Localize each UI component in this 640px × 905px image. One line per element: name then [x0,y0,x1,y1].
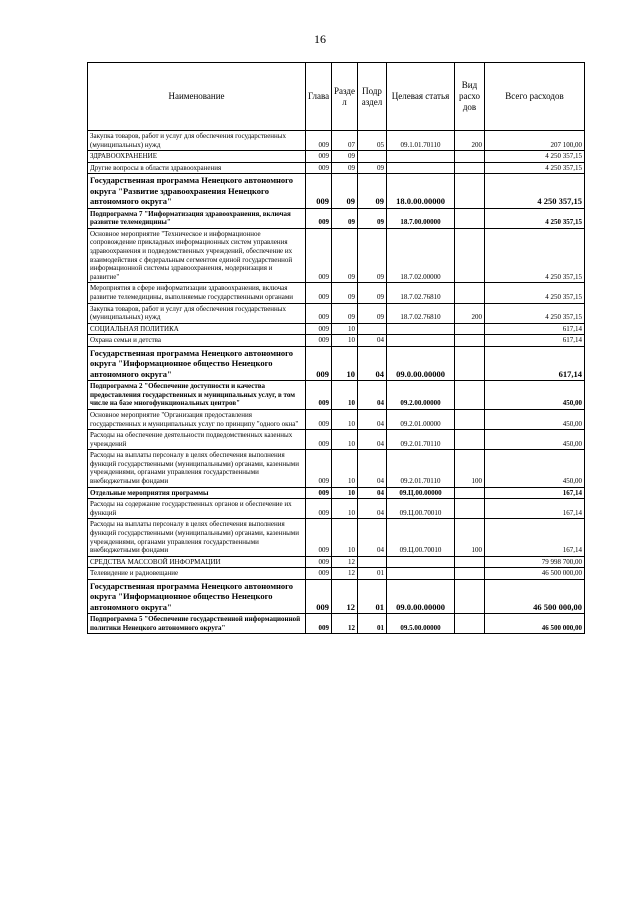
header-glava: Глава [306,63,332,131]
cell-vid [455,580,485,614]
cell-name: СРЕДСТВА МАССОВОЙ ИНФОРМАЦИИ [88,556,306,568]
cell-podrazdel: 01 [358,580,387,614]
cell-glava: 009 [306,151,332,163]
cell-article: 09.Ц.00.70010 [387,499,455,519]
table-row [88,346,585,380]
cell-name: Другие вопросы в области здравоохранения [88,162,306,174]
cell-name: Охрана семьи и детства [88,335,306,347]
cell-razdel: 09 [332,151,358,163]
table-row [88,335,585,347]
cell-glava: 009 [306,174,332,208]
cell-total: 450,00 [485,450,585,487]
cell-name: Подпрограмма 5 "Обеспечение государственной информационной политики Ненецкого автономного округа" [88,614,306,634]
header-total: Всего расходов [485,63,585,131]
cell-total: 617,14 [485,335,585,347]
cell-razdel: 07 [332,131,358,151]
cell-podrazdel: 04 [358,409,387,429]
cell-vid [455,568,485,580]
cell-razdel: 10 [332,381,358,410]
cell-vid [455,614,485,634]
cell-razdel: 10 [332,487,358,499]
cell-vid [455,323,485,335]
cell-article: 09.2.01.00000 [387,409,455,429]
cell-article: 09.5.00.00000 [387,614,455,634]
cell-podrazdel [358,323,387,335]
cell-glava: 009 [306,335,332,347]
cell-vid: 100 [455,450,485,487]
cell-podrazdel: 09 [358,162,387,174]
cell-glava: 009 [306,131,332,151]
cell-total: 167,14 [485,519,585,556]
cell-podrazdel: 09 [358,208,387,228]
page-number: 16 [314,32,326,46]
cell-total: 4 250 357,15 [485,151,585,163]
cell-glava: 009 [306,556,332,568]
cell-glava: 009 [306,303,332,323]
cell-vid [455,487,485,499]
cell-article [387,335,455,347]
header-name: Наименование [88,63,306,131]
cell-podrazdel: 04 [358,346,387,380]
table-row [88,381,585,410]
cell-article: 09.Ц.00.70010 [387,519,455,556]
cell-podrazdel: 09 [358,283,387,303]
table-row [88,303,585,323]
cell-total: 167,14 [485,487,585,499]
cell-glava: 009 [306,568,332,580]
cell-article: 18.7.02.00000 [387,228,455,283]
cell-article [387,323,455,335]
table-body [88,131,585,634]
cell-name: Отдельные мероприятия программы [88,487,306,499]
cell-vid: 200 [455,131,485,151]
cell-article [387,568,455,580]
cell-total: 4 250 357,15 [485,208,585,228]
table-row [88,131,585,151]
cell-vid [455,208,485,228]
table-row [88,499,585,519]
cell-razdel: 09 [332,283,358,303]
cell-name: Расходы на выплаты персоналу в целях обеспечения выполнения функций государственными (муниципальными) органами, казенными учреждениями, органами управления государственными внебюджетными фондами [88,450,306,487]
cell-name: Телевидение и радиовещание [88,568,306,580]
cell-vid [455,174,485,208]
cell-podrazdel: 04 [358,335,387,347]
cell-name: Основное мероприятие "Организация предоставления государственных и муниципальных услуг по принципу "одного окна" [88,409,306,429]
cell-total: 4 250 357,15 [485,162,585,174]
cell-podrazdel [358,556,387,568]
cell-razdel: 10 [332,499,358,519]
cell-vid [455,151,485,163]
cell-razdel: 09 [332,228,358,283]
cell-vid [455,228,485,283]
cell-total: 46 500 000,00 [485,580,585,614]
cell-podrazdel: 04 [358,519,387,556]
cell-name: Расходы на содержание государственных органов и обеспечение их функций [88,499,306,519]
cell-podrazdel: 04 [358,450,387,487]
cell-razdel: 12 [332,580,358,614]
cell-article: 09.0.00.00000 [387,580,455,614]
cell-vid [455,335,485,347]
cell-vid [455,162,485,174]
table-row [88,323,585,335]
cell-podrazdel: 01 [358,568,387,580]
cell-name: Подпрограмма 7 "Информатизация здравоохранения, включая развитие телемедицины" [88,208,306,228]
table-row [88,283,585,303]
cell-total: 79 998 700,00 [485,556,585,568]
cell-glava: 009 [306,228,332,283]
table-row [88,614,585,634]
cell-article [387,556,455,568]
cell-vid [455,409,485,429]
table-row [88,151,585,163]
cell-razdel: 09 [332,162,358,174]
cell-total: 46 500 000,00 [485,568,585,580]
cell-glava: 009 [306,208,332,228]
cell-vid [455,283,485,303]
cell-name: Закупка товаров, работ и услуг для обеспечения государственных (муниципальных) нужд [88,131,306,151]
cell-razdel: 10 [332,346,358,380]
cell-name: Подпрограмма 2 "Обеспечение доступности и качества предоставления государственных и муниципальных услуг, в том числе на базе многофункциональных центров" [88,381,306,410]
cell-name: ЗДРАВООХРАНЕНИЕ [88,151,306,163]
cell-vid: 200 [455,303,485,323]
cell-article: 18.7.02.76810 [387,283,455,303]
cell-name: Расходы на выплаты персоналу в целях обеспечения выполнения функций государственными (муниципальными) органами, казенными учреждениями, органами управления государственными внебюджетными фондами [88,519,306,556]
cell-razdel: 10 [332,450,358,487]
cell-glava: 009 [306,450,332,487]
cell-article: 09.Ц.00.00000 [387,487,455,499]
cell-vid [455,381,485,410]
cell-total: 617,14 [485,346,585,380]
cell-name: Государственная программа Ненецкого автономного округа "Информационное общество Ненецкого автономного округа" [88,580,306,614]
cell-total: 4 250 357,15 [485,283,585,303]
cell-article [387,162,455,174]
cell-razdel: 12 [332,556,358,568]
cell-razdel: 10 [332,519,358,556]
table-row [88,430,585,450]
cell-podrazdel: 09 [358,303,387,323]
cell-article [387,151,455,163]
table-row [88,450,585,487]
cell-vid: 100 [455,519,485,556]
cell-name: Государственная программа Ненецкого автономного округа "Развитие здравоохранения Ненецкого автономного округа" [88,174,306,208]
cell-total: 450,00 [485,409,585,429]
table-row [88,409,585,429]
cell-total: 4 250 357,15 [485,303,585,323]
cell-glava: 009 [306,283,332,303]
cell-razdel: 12 [332,614,358,634]
cell-article: 09.2.00.00000 [387,381,455,410]
cell-podrazdel: 09 [358,174,387,208]
cell-total: 450,00 [485,430,585,450]
cell-vid [455,430,485,450]
cell-vid [455,346,485,380]
cell-glava: 009 [306,430,332,450]
cell-podrazdel: 04 [358,487,387,499]
cell-glava: 009 [306,499,332,519]
cell-razdel: 12 [332,568,358,580]
cell-total: 207 100,00 [485,131,585,151]
cell-podrazdel: 09 [358,228,387,283]
cell-total: 167,14 [485,499,585,519]
cell-glava: 009 [306,614,332,634]
cell-article: 18.0.00.00000 [387,174,455,208]
table-row [88,568,585,580]
header-vid: Вид расхо дов [455,63,485,131]
cell-article: 18.7.02.76810 [387,303,455,323]
cell-name: Основное мероприятие "Техническое и информационное сопровождение прикладных информационных систем управления здравоохранения и подведомственных учреждений, обеспечение их взаимодействия с федеральным сегментом единой государственной информационной системы здравоохранения, модернизация и развитие" [88,228,306,283]
cell-razdel: 09 [332,208,358,228]
table-row [88,208,585,228]
cell-total: 4 250 357,15 [485,174,585,208]
cell-podrazdel: 01 [358,614,387,634]
cell-razdel: 09 [332,174,358,208]
cell-name: Закупка товаров, работ и услуг для обеспечения государственных (муниципальных) нужд [88,303,306,323]
cell-article: 09.2.01.70110 [387,450,455,487]
cell-total: 46 500 000,00 [485,614,585,634]
cell-glava: 009 [306,346,332,380]
cell-podrazdel: 04 [358,430,387,450]
cell-glava: 009 [306,580,332,614]
cell-vid [455,499,485,519]
cell-razdel: 09 [332,303,358,323]
table-row [88,580,585,614]
cell-article: 18.7.00.00000 [387,208,455,228]
cell-total: 4 250 357,15 [485,228,585,283]
budget-table [87,62,585,634]
cell-glava: 009 [306,162,332,174]
cell-podrazdel: 04 [358,381,387,410]
cell-glava: 009 [306,323,332,335]
cell-article: 09.2.01.70110 [387,430,455,450]
cell-vid [455,556,485,568]
cell-glava: 009 [306,487,332,499]
cell-glava: 009 [306,409,332,429]
table-row [88,174,585,208]
cell-name: Мероприятия в сфере информатизации здравоохранения, включая развитие телемедицины, выполняемые государственными органами [88,283,306,303]
header-podrazdel: Подр аздел [358,63,387,131]
header-article: Целевая статья [387,63,455,131]
cell-razdel: 10 [332,335,358,347]
cell-razdel: 10 [332,430,358,450]
cell-article: 09.0.00.00000 [387,346,455,380]
header-row [88,63,585,131]
cell-razdel: 10 [332,409,358,429]
cell-glava: 009 [306,519,332,556]
table-row [88,556,585,568]
table-row [88,162,585,174]
cell-podrazdel: 04 [358,499,387,519]
cell-glava: 009 [306,381,332,410]
cell-article: 09.1.01.70110 [387,131,455,151]
cell-name: Государственная программа Ненецкого автономного округа "Информационное общество Ненецкого автономного округа" [88,346,306,380]
cell-total: 617,14 [485,323,585,335]
table-row [88,519,585,556]
cell-podrazdel: 05 [358,131,387,151]
cell-podrazdel [358,151,387,163]
table-row [88,487,585,499]
cell-razdel: 10 [332,323,358,335]
header-razdel: Разде л [332,63,358,131]
cell-total: 450,00 [485,381,585,410]
table-row [88,228,585,283]
cell-name: СОЦИАЛЬНАЯ ПОЛИТИКА [88,323,306,335]
cell-name: Расходы на обеспечение деятельности подведомственных казенных учреждений [88,430,306,450]
